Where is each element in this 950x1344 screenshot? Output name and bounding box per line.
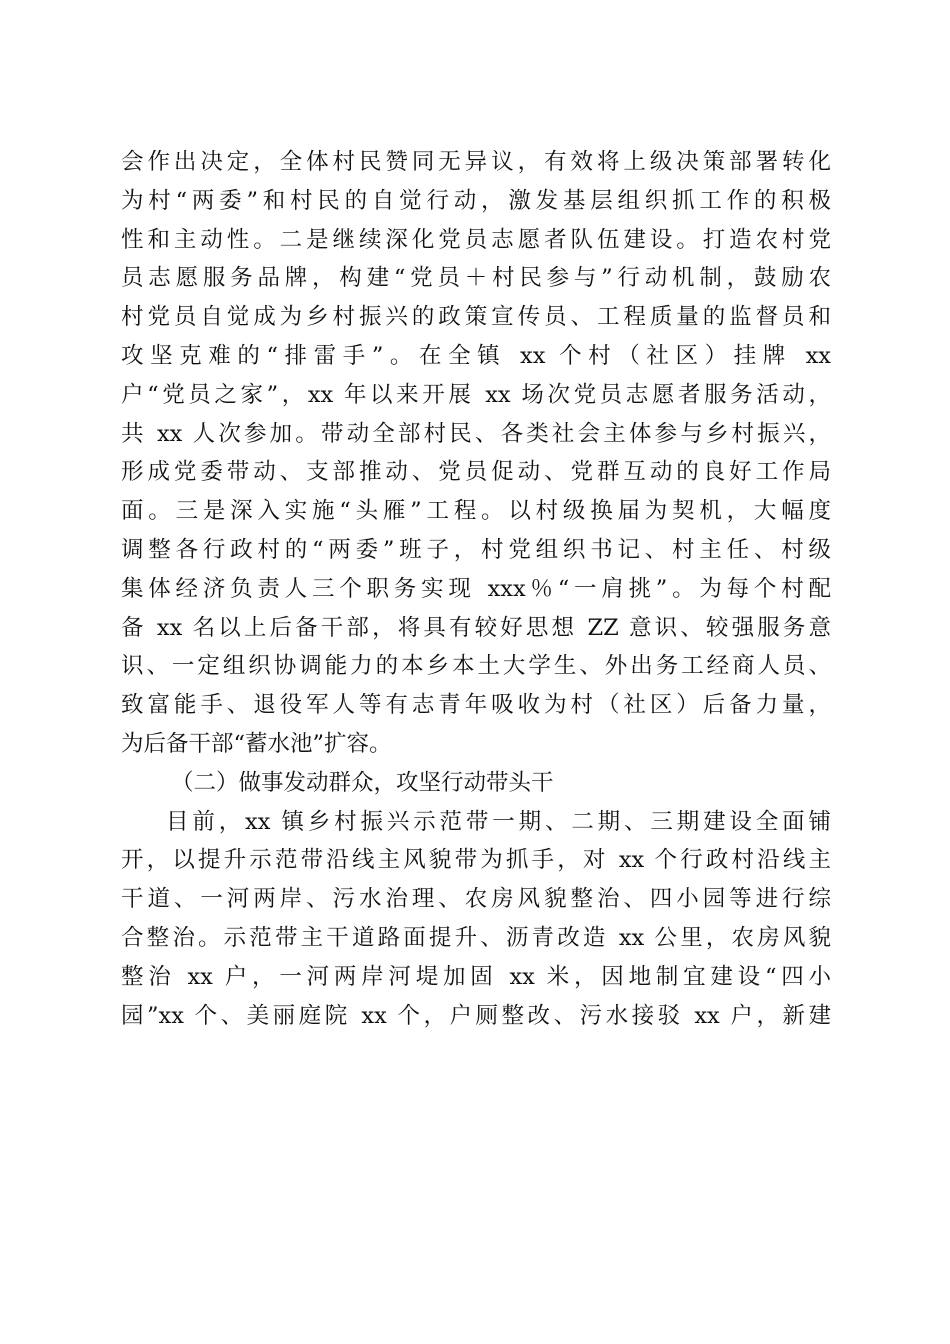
paragraph-line: 目前，xx 镇乡村振兴示范带一期、二期、三期建设全面铺 xyxy=(166,808,831,835)
paragraph-line: 攻坚克难的“排雷手”。在全镇 xx 个村（社区）挂牌 xx xyxy=(121,342,831,369)
paragraph-line: 会作出决定，全体村民赞同无异议，有效将上级决策部署转化 xyxy=(121,149,831,175)
paragraph-line: 为村“两委”和村民的自觉行动，激发基层组织抓工作的积极 xyxy=(121,187,831,214)
paragraph-line: 户“党员之家”，xx 年以来开展 xx 场次党员志愿者服务活动， xyxy=(121,381,831,408)
body-text xyxy=(121,143,831,1035)
paragraph-line: 形成党委带动、支部推动、党员促动、党群互动的良好工作局 xyxy=(121,459,831,486)
paragraph-line: 集体经济负责人三个职务实现 xxx％“一肩挑”。为每个村配 xyxy=(121,575,831,602)
section-heading: （二）做事发动群众，攻坚行动带头干 xyxy=(171,769,554,796)
paragraph-line: 调整各行政村的“两委”班子，村党组织书记、村主任、村级 xyxy=(121,536,831,563)
paragraph-line: 村党员自觉成为乡村振兴的政策宣传员、工程质量的监督员和 xyxy=(121,304,831,331)
paragraph-line: 共 xx 人次参加。带动全部村民、各类社会主体参与乡村振兴， xyxy=(121,420,831,447)
paragraph-line: 识、一定组织协调能力的本乡本土大学生、外出务工经商人员、 xyxy=(121,653,831,680)
paragraph-line: 开，以提升示范带沿线主风貌带为抓手，对 xx 个行政村沿线主 xyxy=(121,847,831,874)
paragraph-line: 合整治。示范带主干道路面提升、沥青改造 xx 公里，农房风貌 xyxy=(121,924,831,951)
paragraph-line: 面。三是深入实施“头雁”工程。以村级换届为契机，大幅度 xyxy=(121,498,831,525)
paragraph-line: 员志愿服务品牌，构建“党员＋村民参与”行动机制，鼓励农 xyxy=(121,265,831,292)
paragraph-line: 干道、一河两岸、污水治理、农房风貌整治、四小园等进行综 xyxy=(121,886,831,913)
paragraph-line: 园”xx 个、美丽庭院 xx 个，户厕整改、污水接驳 xx 户，新建 xyxy=(121,1002,831,1029)
paragraph-line: 为后备干部“蓄水池”扩容。 xyxy=(121,730,392,757)
paragraph-line: 备 xx 名以上后备干部，将具有较好思想 ZZ 意识、较强服务意 xyxy=(121,614,831,641)
paragraph-line: 性和主动性。二是继续深化党员志愿者队伍建设。打造农村党 xyxy=(121,226,831,253)
paragraph-line: 整治 xx 户，一河两岸河堤加固 xx 米，因地制宜建设“四小 xyxy=(121,963,831,990)
paragraph-line: 致富能手、退役军人等有志青年吸收为村（社区）后备力量， xyxy=(121,692,831,719)
